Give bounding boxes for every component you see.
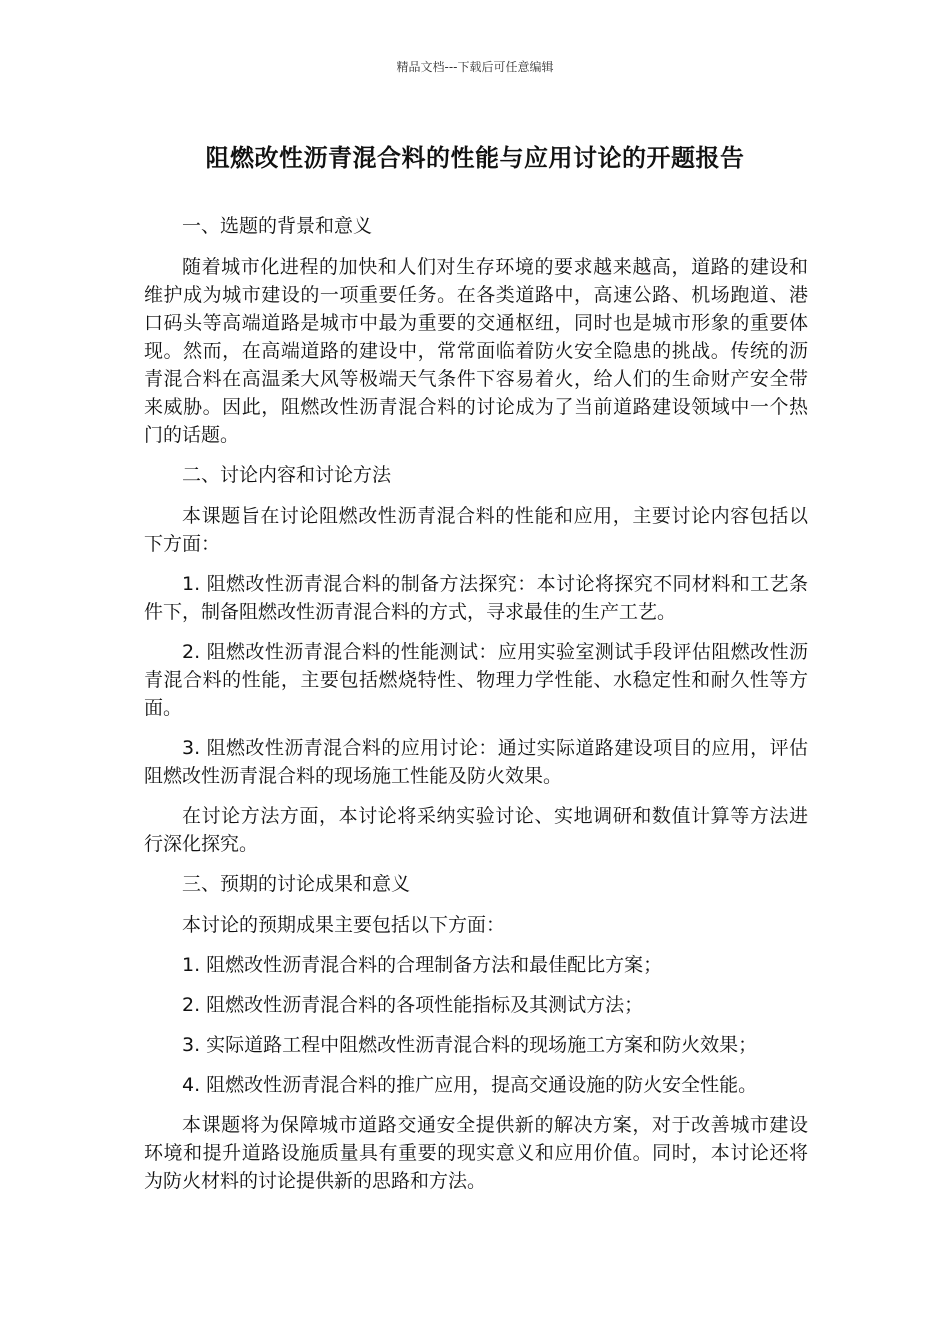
list-item-preparation: 1. 阻燃改性沥青混合料的制备方法探究：本讨论将探究不同材料和工艺条件下，制备阻燃改性沥青混合料的方式，寻求最佳的生产工艺。 bbox=[144, 573, 808, 623]
paragraph-significance: 本课题将为保障城市道路交通安全提供新的解决方案，对于改善城市建设环境和提升道路设施质量具有重要的现实意义和应用价值。同时，本讨论还将为防火材料的讨论提供新的思路和方法。 bbox=[144, 1114, 808, 1192]
list-item-application: 3. 阻燃改性沥青混合料的应用讨论：通过实际道路建设项目的应用，评估阻燃改性沥青混合料的现场施工性能及防火效果。 bbox=[144, 737, 808, 787]
list-item-result-3: 3. 实际道路工程中阻燃改性沥青混合料的现场施工方案和防火效果； bbox=[182, 1034, 758, 1056]
list-item-result-4: 4. 阻燃改性沥青混合料的推广应用，提高交通设施的防火安全性能。 bbox=[182, 1074, 758, 1096]
list-item-performance-test: 2. 阻燃改性沥青混合料的性能测试：应用实验室测试手段评估阻燃改性沥青混合料的性能，主要包括燃烧特性、物理力学性能、水稳定性和耐久性等方面。 bbox=[144, 641, 808, 719]
section-heading-background: 一、选题的背景和意义 bbox=[182, 215, 373, 237]
list-item-result-1: 1. 阻燃改性沥青混合料的合理制备方法和最佳配比方案； bbox=[182, 954, 663, 976]
paragraph-method: 在讨论方法方面，本讨论将采纳实验讨论、实地调研和数值计算等方法进行深化探究。 bbox=[144, 805, 808, 855]
section-heading-content-method: 二、讨论内容和讨论方法 bbox=[182, 464, 392, 486]
paragraph-background: 随着城市化进程的加快和人们对生存环境的要求越来越高，道路的建设和维护成为城市建设的一项重要任务。在各类道路中，高速公路、机场跑道、港口码头等高端道路是城市中最为重要的交通枢纽，同时也是城市形象的重要体现。然而，在高端道路的建设中，常常面临着防火安全隐患的挑战。传统的沥青混合料在高温柔大风等极端天气条件下容易着火，给人们的生命财产安全带来威胁。因此，阻燃改性沥青混合料的讨论成为了当前道路建设领域中一个热门的话题。 bbox=[144, 256, 808, 446]
paragraph-results-intro: 本讨论的预期成果主要包括以下方面： bbox=[182, 914, 506, 936]
paragraph-content-intro: 本课题旨在讨论阻燃改性沥青混合料的性能和应用，主要讨论内容包括以下方面： bbox=[144, 505, 808, 555]
section-heading-expected-results: 三、预期的讨论成果和意义 bbox=[182, 873, 411, 895]
page-header-note: 精品文档---下载后可任意编辑 bbox=[396, 60, 554, 74]
document-title: 阻燃改性沥青混合料的性能与应用讨论的开题报告 bbox=[205, 144, 745, 172]
list-item-result-2: 2. 阻燃改性沥青混合料的各项性能指标及其测试方法； bbox=[182, 994, 644, 1016]
document-body bbox=[144, 212, 808, 1207]
